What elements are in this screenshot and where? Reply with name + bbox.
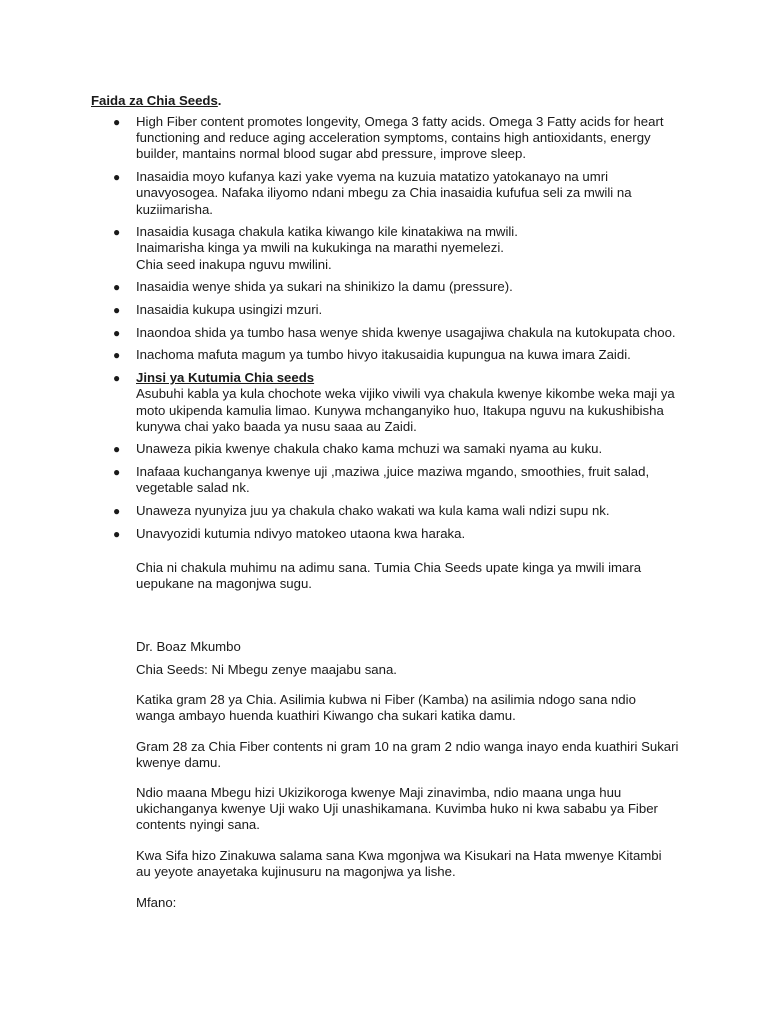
text-line: Inasaidia kusaga chakula katika kiwango kile kinatakiwa na mwili.: [136, 224, 518, 240]
list-item: [0, 224, 768, 273]
text-line: kuziimarisha.: [136, 201, 213, 217]
text-line: vegetable salad nk.: [136, 480, 250, 496]
bullet-icon: ●: [113, 371, 121, 386]
text-line: Inafaaa kuchanganya kwenye uji ,maziwa ,juice maziwa mgando, smoothies, fruit salad,: [136, 464, 650, 480]
text-line: Gram 28 za Chia Fiber contents ni gram 10 na gram 2 ndio wanga inayo enda kuathiri Sukari: [136, 739, 679, 754]
list-item: [0, 526, 768, 542]
text-line: Kwa Sifa hizo Zinakuwa salama sana Kwa mgonjwa wa Kisukari na Hata mwenye Kitambi: [136, 848, 662, 863]
example-label: Mfano:: [136, 895, 177, 910]
text-line: Chia seed inakupa nguvu mwilini.: [136, 256, 332, 272]
bullet-icon: ●: [113, 280, 121, 295]
list-item: [0, 441, 768, 457]
closing-paragraph: [136, 560, 716, 592]
text-line: Katika gram 28 ya Chia. Asilimia kubwa ni Fiber (Kamba) na asilimia ndogo sana ndio: [136, 692, 636, 707]
text-line: wanga ambayo huenda kuathiri Kiwango cha sukari katika damu.: [136, 708, 516, 724]
list-item: [0, 302, 768, 318]
bullet-icon: ●: [113, 325, 121, 340]
bullet-icon: ●: [113, 170, 121, 185]
bullet-icon: ●: [113, 348, 121, 363]
text-line: High Fiber content promotes longevity, Omega 3 fatty acids. Omega 3 Fatty acids for heart: [136, 114, 664, 129]
author-name: Dr. Boaz Mkumbo: [136, 639, 241, 654]
list-item: [0, 279, 768, 295]
text-line: Inaimarisha kinga ya mwili na kukukinga na marathi nyemelezi.: [136, 240, 504, 256]
text-line: Inasaidia kukupa usingizi mzuri.: [136, 302, 323, 318]
text-line: Asubuhi kabla ya kula chochote weka vijiko viwili vya chakula kwenye kikombe weka maji ya: [136, 386, 675, 402]
list-item: [0, 370, 768, 435]
text-line: Ndio maana Mbegu hizi Ukizikoroga kwenye Maji zinavimba, ndio maana unga huu: [136, 785, 622, 800]
paragraph: [136, 848, 716, 880]
text-line: uepukane na magonjwa sugu.: [136, 576, 312, 592]
bullet-icon: ●: [113, 526, 121, 541]
heading-period: .: [217, 93, 222, 108]
bullet-icon: ●: [113, 303, 121, 318]
text-line: unavyosogea. Nafaka iliyomo ndani mbegu za Chia inasaidia kufufua seli za mwili na: [136, 185, 632, 201]
text-line: contents nyingi sana.: [136, 817, 260, 833]
document-heading: [91, 93, 221, 109]
bullet-icon: ●: [113, 115, 121, 129]
heading-title: Faida za Chia Seeds: [91, 93, 218, 108]
text-line: kunywa chai yako baada ya nusu saaa au Zaidi.: [136, 418, 417, 434]
bullet-icon: ●: [113, 225, 121, 240]
list-item: [0, 114, 768, 163]
text-line: Unaweza pikia kwenye chakula chako kama mchuzi wa samaki nyama au kuku.: [136, 441, 603, 457]
list-item: [0, 347, 768, 363]
bullet-icon: ●: [113, 465, 121, 480]
text-line: Inachoma mafuta magum ya tumbo hivyo itakusaidia kupungua na kuwa imara Zaidi.: [136, 347, 631, 363]
text-line: moto ukipenda kamulia limao. Kunywa mchanganyiko huo, Itakupa nguvu na kukushibisha: [136, 402, 664, 418]
list-item: [0, 169, 768, 218]
text-line: Inaondoa shida ya tumbo hasa wenye shida kwenye usagajiwa chakula na kutokupata choo.: [136, 324, 676, 340]
usage-subheading: Jinsi ya Kutumia Chia seeds: [136, 370, 315, 386]
text-line: ukichanganya kwenye Uji wako Uji unashikamana. Kuvimba huko ni kwa sababu ya Fiber: [136, 801, 658, 817]
bullet-icon: ●: [113, 504, 121, 519]
text-line: builder, mantains normal blood sugar abd pressure, improve sleep.: [136, 146, 526, 162]
paragraph: [136, 692, 716, 724]
section-title: Chia Seeds: Ni Mbegu zenye maajabu sana.: [136, 662, 397, 677]
text-line: Unaweza nyunyiza juu ya chakula chako wakati wa kula kama wali ndizi supu nk.: [136, 503, 610, 519]
list-item: [0, 464, 768, 496]
paragraph: [136, 785, 716, 834]
text-line: au yeyote anayetaka kujinusuru na magonjwa ya lishe.: [136, 864, 456, 880]
paragraph: [136, 739, 716, 771]
text-line: kwenye damu.: [136, 755, 222, 771]
list-item: [0, 503, 768, 519]
text-line: Unavyozidi kutumia ndivyo matokeo utaona kwa haraka.: [136, 525, 466, 541]
list-item: [0, 325, 768, 341]
benefits-list: [0, 114, 768, 548]
text-line: Inasaidia moyo kufanya kazi yake vyema na kuzuia matatizo yatokanayo na umri: [136, 169, 609, 185]
text-line: functioning and reduce aging acceleration symptoms, contains high antioxidants, energy: [136, 130, 651, 146]
text-line: Chia ni chakula muhimu na adimu sana. Tumia Chia Seeds upate kinga ya mwili imara: [136, 560, 642, 575]
bullet-icon: ●: [113, 442, 121, 457]
text-line: Inasaidia wenye shida ya sukari na shinikizo la damu (pressure).: [136, 279, 513, 295]
